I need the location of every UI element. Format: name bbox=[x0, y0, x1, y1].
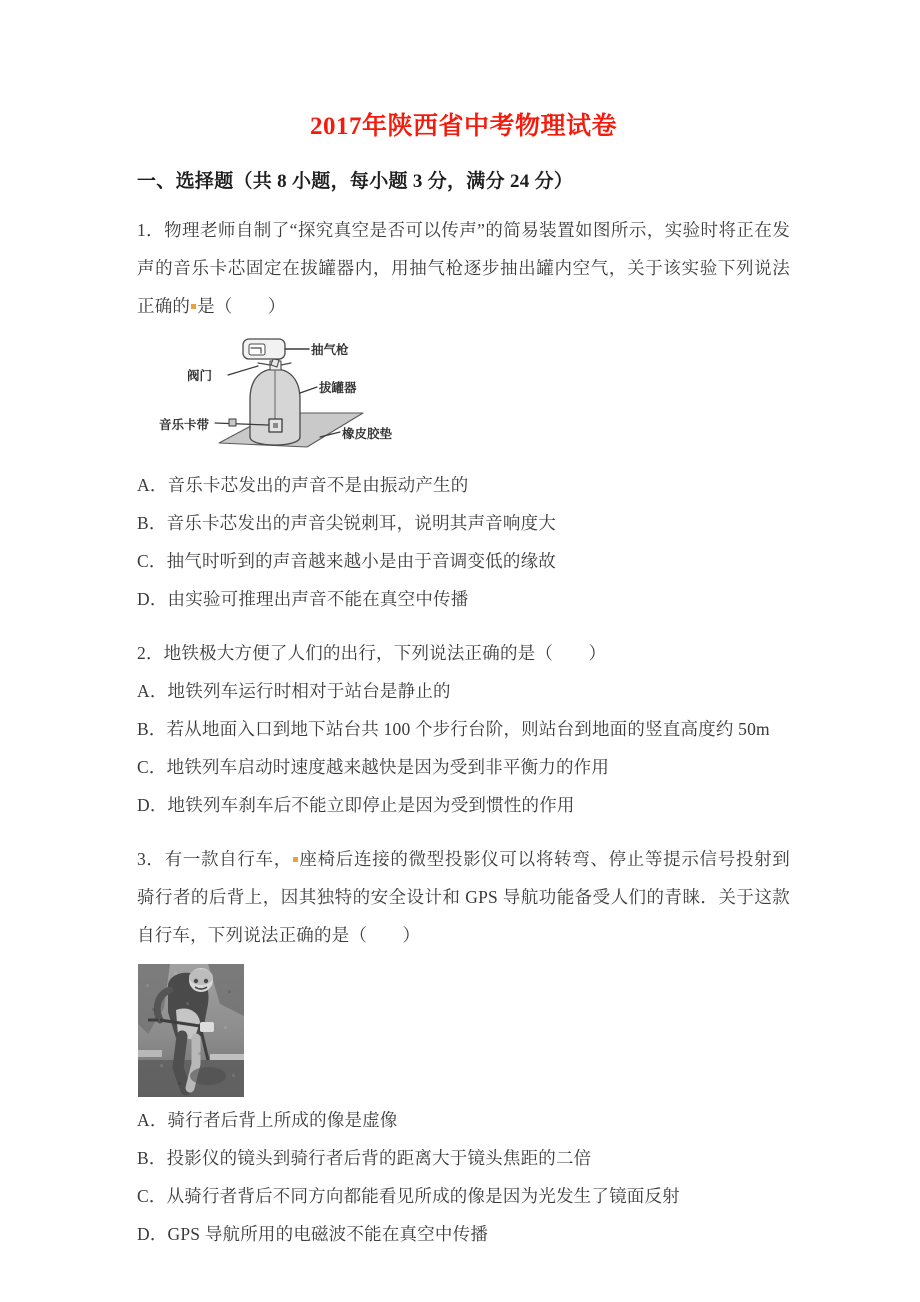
question-stem-3 bbox=[137, 840, 790, 954]
question-stem-1-text-b: 是（ ） bbox=[197, 295, 286, 316]
question-stem-3-text-b: 座椅后连接的微型投影仪可以将转弯、停止等提示信号投射到骑行者的后背上，因其独特的安全设计和 GPS 导航功能备受人们的青睐．关于这款自行车，下列说法正确的是（ ） bbox=[137, 848, 790, 945]
option-row[interactable]: C．从骑行者背后不同方向都能看见所成的像是因为光发生了镜面反射 bbox=[137, 1185, 680, 1206]
option-row[interactable]: B．投影仪的镜头到骑行者后背的距离大于镜头焦距的二倍 bbox=[137, 1147, 592, 1168]
option-row[interactable]: C．地铁列车启动时速度越来越快是因为受到非平衡力的作用 bbox=[137, 756, 610, 777]
option-row[interactable]: A．地铁列车运行时相对于站台是静止的 bbox=[137, 680, 451, 701]
option-row[interactable]: B．音乐卡芯发出的声音尖锐刺耳，说明其声音响度大 bbox=[137, 512, 556, 533]
option-row[interactable]: D．地铁列车刹车后不能立即停止是因为受到惯性的作用 bbox=[137, 794, 575, 815]
question-stem-2: 2．地铁极大方便了人们的出行，下列说法正确的是（ ） bbox=[137, 642, 607, 663]
inline-marker-dot-icon bbox=[191, 304, 196, 309]
question-block-3 bbox=[137, 840, 790, 1253]
option-row[interactable]: D．由实验可推理出声音不能在真空中传播 bbox=[137, 588, 469, 609]
question-stem-3-text-a: 3．有一款自行车， bbox=[137, 848, 292, 869]
question-stem-1-text-a: 1．物理老师自制了“探究真空是否可以传声”的简易装置如图所示，实验时将正在发声的音乐卡芯固定在拔罐器内，用抽气枪逐步抽出罐内空气，关于该实验下列说法正确的 bbox=[137, 219, 790, 316]
option-row[interactable]: A．骑行者后背上所成的像是虚像 bbox=[137, 1109, 398, 1130]
inline-marker-dot-icon bbox=[293, 857, 298, 862]
question-block-2 bbox=[137, 634, 790, 824]
option-row[interactable]: D．GPS 导航所用的电磁波不能在真空中传播 bbox=[137, 1223, 489, 1244]
figure-label-rubber-mat: 橡皮胶垫 bbox=[342, 425, 393, 441]
option-row[interactable]: A．音乐卡芯发出的声音不是由振动产生的 bbox=[137, 474, 469, 495]
page-content bbox=[137, 0, 790, 1253]
figure-bicycle-rider-photo bbox=[138, 964, 244, 1097]
figure-label-cupping-device: 拔罐器 bbox=[319, 379, 357, 395]
page-title: 2017年陕西省中考物理试卷 bbox=[309, 113, 617, 140]
figure-vacuum-sound-experiment bbox=[157, 335, 397, 460]
question-block-1 bbox=[137, 211, 790, 618]
section-heading-multiple-choice: 一、选择题（共 8 小题，每小题 3 分，满分 24 分） bbox=[137, 171, 574, 192]
option-row[interactable]: C．抽气时听到的声音越来越小是由于音调变低的缘故 bbox=[137, 550, 556, 571]
figure-label-music-cassette: 音乐卡带 bbox=[159, 416, 210, 432]
question-stem-1 bbox=[137, 211, 790, 325]
figure-label-valve: 阀门 bbox=[187, 367, 213, 383]
figure-label-pump: 抽气枪 bbox=[311, 341, 349, 357]
option-row[interactable]: B．若从地面入口到地下站台共 100 个步行台阶，则站台到地面的竖直高度约 50m bbox=[137, 718, 770, 739]
